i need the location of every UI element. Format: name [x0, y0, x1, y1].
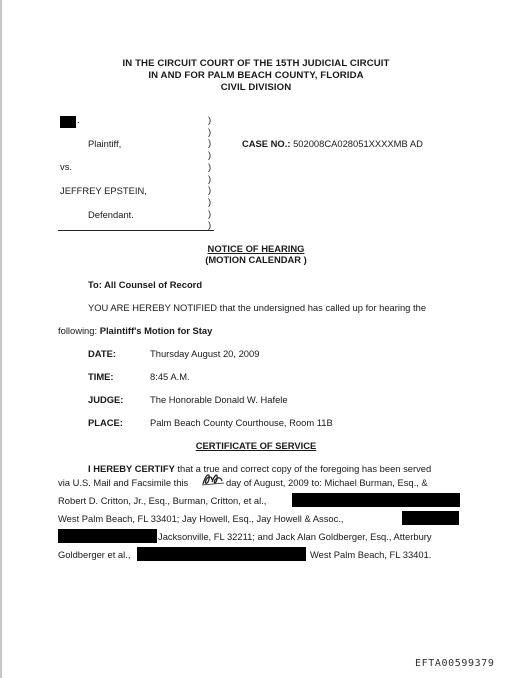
place-label: PLACE: — [88, 417, 123, 428]
certificate-line-6a: Goldberger et al., — [58, 549, 131, 560]
address-redaction-4 — [137, 547, 306, 561]
court-heading-line-2: IN AND FOR PALM BEACH COUNTY, FLORIDA — [148, 70, 364, 81]
judge-value: The Honorable Donald W. Hafele — [150, 394, 288, 405]
notice-title: NOTICE OF HEARING — [207, 243, 305, 254]
case-number-value: 502008CA028051XXXXMB AD — [293, 138, 423, 149]
judge-label: JUDGE: — [88, 394, 124, 405]
place-value: Palm Beach County Courthouse, Room 11B — [150, 417, 333, 428]
certificate-line-4: West Palm Beach, FL 33401; Jay Howell, Esq., Jay Howell & Assoc., — [58, 513, 344, 524]
court-heading-line-3: CIVIL DIVISION — [220, 82, 292, 93]
caption-underline — [58, 230, 214, 231]
motion-name: Plaintiff's Motion for Stay — [99, 325, 213, 336]
plaintiff-name-redaction — [60, 116, 76, 128]
certificate-title: CERTIFICATE OF SERVICE — [195, 440, 317, 451]
certificate-line-5: Jacksonville, FL 32211; and Jack Alan Goldberger, Esq., Atterbury — [158, 531, 432, 542]
page-edge — [0, 0, 2, 678]
addressee: To: All Counsel of Record — [88, 279, 203, 290]
certificate-line-3: Robert D. Critton, Jr., Esq., Burman, Critton, et al., — [58, 495, 267, 506]
defendant-label: Defendant. — [88, 209, 134, 220]
address-redaction-1 — [292, 493, 460, 507]
case-number-label: CASE NO.: — [242, 138, 291, 149]
certificate-line-2b: day of August, 2009 to: Michael Burman, Esq., & — [226, 477, 428, 488]
date-label: DATE: — [88, 348, 116, 359]
redaction-period: . — [77, 114, 80, 125]
date-value: Thursday August 20, 2009 — [150, 348, 260, 359]
case-number — [242, 138, 423, 149]
court-heading-line-1: IN THE CIRCUIT COURT OF THE 15TH JUDICIAL CIRCUIT — [122, 58, 390, 69]
defendant-name: JEFFREY EPSTEIN, — [60, 185, 147, 196]
notice-body-line-2: following: Plaintiff's Motion for Stay — [58, 325, 213, 336]
notice-body-line-1: YOU ARE HEREBY NOTIFIED that the undersigned has called up for hearing the — [88, 302, 427, 313]
handwritten-day-icon — [200, 470, 226, 488]
time-label: TIME: — [88, 371, 114, 382]
certificate-line-2a: via U.S. Mail and Facsimile this — [58, 477, 189, 488]
address-redaction-3 — [58, 529, 157, 543]
bates-number: EFTA00599379 — [415, 658, 495, 669]
versus-label: vs. — [60, 161, 72, 172]
certificate-line-6b: West Palm Beach, FL 33401. — [310, 549, 432, 560]
caption-bracket: ) ) ) ) ) ) ) ) ) ) — [208, 114, 212, 231]
certificate-line-1: I HEREBY CERTIFY that a true and correct copy of the foregoing has been served — [88, 463, 432, 474]
address-redaction-2 — [402, 511, 459, 525]
notice-subtitle: (MOTION CALENDAR ) — [205, 254, 307, 265]
plaintiff-label: Plaintiff, — [88, 138, 122, 149]
time-value: 8:45 A.M. — [150, 371, 190, 382]
